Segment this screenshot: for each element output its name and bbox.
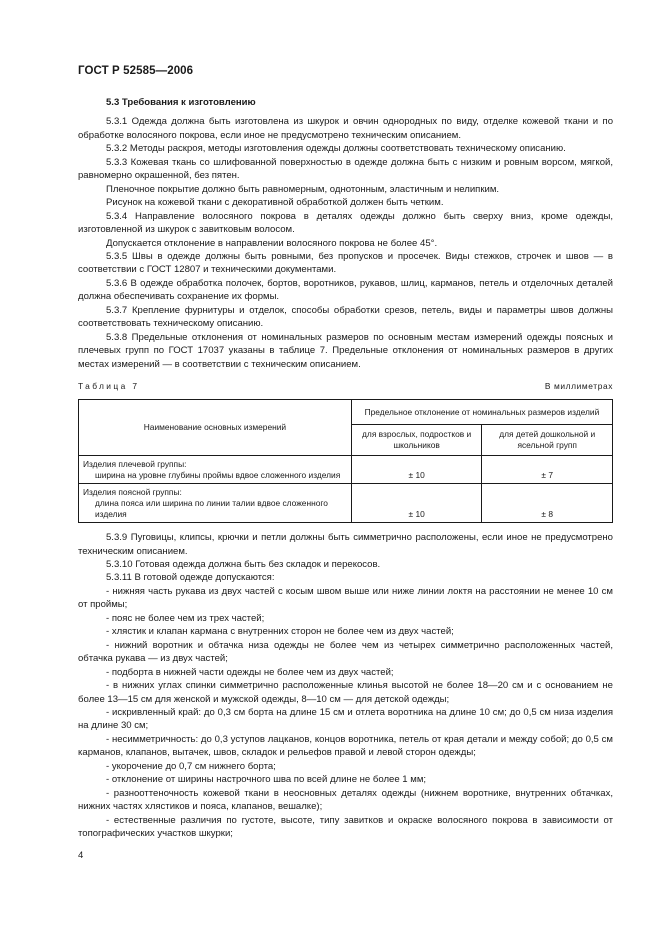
list-item: - отклонение от ширины настрочного шва по всей длине не более 1 мм;: [106, 774, 427, 786]
deviation-table: [78, 399, 613, 523]
paragraph: 5.3.1 Одежда должна быть изготовлена из шкурок и овчин однородных по виду, отделке кожевой ткани и по обработке волосяного покрова, если иное не предусмотрено техническим описанием.: [78, 116, 613, 141]
list-item: - нижний воротник и обтачка низа одежды не более чем из четырех симметрично расположенных частей, обтачка рукава — из двух частей;: [78, 639, 613, 665]
paragraph: Рисунок на кожевой ткани с декоративной обработкой должен быть четким.: [106, 197, 444, 209]
list-item: - укорочение до 0,7 см нижнего борта;: [106, 760, 276, 772]
list-item: - хлястик и клапан кармана с внутренних сторон не более чем из двух частей;: [106, 626, 454, 638]
page-number: 4: [78, 850, 84, 861]
paragraph: 5.3.3 Кожевая ткань со шлифованной поверхностью в одежде должна быть с низким и ровным ворсом, мягкой, равномерно окрашенной, без пятен.: [78, 156, 613, 182]
paragraph: 5.3.5 Швы в одежде должны быть ровными, без пропусков и просечек. Виды стежков, строчек и швов — в соответствии с ГОСТ 12807 и техническими документами.: [78, 250, 613, 276]
row-group-label: Изделия плечевой группы:: [83, 459, 187, 470]
list-item: - разнооттеночность кожевой ткани в неосновных деталях одежды (нижнем воротнике, внутренних обтачках, нижних частях хлястиков и пояса, клапанов, вешалке);: [78, 787, 613, 813]
list-item: - несимметричность: до 0,3 уступов лацканов, концов воротника, петель от края детали и между собой; до 0,5 см карманов, клапанов, вытачек, швов, складок и рельефов правой и левой сторон одежды;: [78, 733, 613, 759]
paragraph: 5.3.8 Предельные отклонения от номинальных размеров по основным местам измерений одежды поясных и плечевых групп по ГОСТ 17037 указаны в таблице 7. Предельные отклонения от номинальных размеров в других местах измерений — в соответствии с техническим описанием.: [78, 331, 613, 370]
paragraph: 5.3.6 В одежде обработка полочек, бортов, воротников, рукавов, шлиц, карманов, петель и отделочных деталей должна обеспечивать сохранение их формы.: [78, 277, 613, 303]
column-header-measurement: Наименование основных измерений: [79, 400, 352, 456]
paragraph: Пленочное покрытие должно быть равномерным, однотонным, эластичным и нелипким.: [106, 183, 500, 195]
table-caption: Таблица 7: [78, 381, 140, 392]
table-units: В миллиметрах: [544, 381, 613, 392]
cell-adult-value: ± 10: [351, 484, 482, 523]
cell-child-value: ± 7: [482, 456, 613, 484]
column-header-adult: для взрослых, подростков и школьников: [351, 425, 482, 456]
row-measurement-label: длина пояса или ширина по линии талии вдвое сложенного изделия: [95, 498, 328, 520]
row-group-label: Изделия поясной группы:: [83, 487, 182, 498]
paragraph: 5.3.9 Пуговицы, клипсы, крючки и петли должны быть симметрично расположены, если иное не предусмотрено техническим описанием.: [78, 532, 613, 557]
list-item: - подборта в нижней части одежды не более чем из двух частей;: [106, 666, 394, 678]
document-body: [78, 96, 613, 840]
list-item: - в нижних углах спинки симметрично расположенные клинья высотой не более 18—20 см и с основанием не более 13—15 см для женской и мужской одежды, 8—10 см — для детской одежды;: [78, 680, 613, 705]
list-item: - нижняя часть рукава из двух частей с косым швом выше или ниже линии локтя на расстоянии не менее 10 см от проймы;: [78, 585, 613, 611]
paragraph: 5.3.2 Методы раскроя, методы изготовления одежды должны соответствовать техническому описанию.: [106, 143, 566, 155]
row-label: [79, 484, 352, 523]
column-header-deviation: Предельное отклонение от номинальных размеров изделий: [351, 400, 612, 425]
table-heading: [78, 380, 613, 393]
cell-child-value: ± 8: [482, 484, 613, 523]
row-label: [79, 456, 352, 484]
list-item: - искривленный край: до 0,3 см борта на длине 15 см и отлета воротника на длине 10 см; до 0,5 см низа изделия на длине 30 см;: [78, 706, 613, 732]
list-item: - пояс не более чем из трех частей;: [106, 612, 265, 624]
column-header-child: для детей дошкольной и ясельной групп: [482, 425, 613, 456]
table-header-row: [79, 400, 613, 425]
paragraph: Допускается отклонение в направлении волосяного покрова не более 45°.: [106, 237, 438, 249]
cell-adult-value: ± 10: [351, 456, 482, 484]
paragraph: 5.3.10 Готовая одежда должна быть без складок и перекосов.: [106, 558, 381, 570]
document-header: ГОСТ Р 52585—2006: [78, 65, 194, 77]
section-title: 5.3 Требования к изготовлению: [106, 97, 256, 108]
row-measurement-label: ширина на уровне глубины проймы вдвое сложенного изделия: [95, 470, 341, 481]
table-row: [79, 484, 613, 523]
table-row: [79, 456, 613, 484]
paragraph: 5.3.11 В готовой одежде допускаются:: [106, 572, 275, 584]
list-item: - естественные различия по густоте, высоте, типу завитков и окраске волосяного покрова в зависимости от топографических участков шкурки;: [78, 814, 613, 840]
paragraph: 5.3.4 Направление волосяного покрова в деталях одежды должно быть сверху вниз, кроме одежды, изготовленной из шкурок с завитковым волосом.: [78, 210, 613, 236]
paragraph: 5.3.7 Крепление фурнитуры и отделок, способы обработки срезов, петель, виды и параметры швов должны соответствовать техническому описанию.: [78, 304, 613, 330]
